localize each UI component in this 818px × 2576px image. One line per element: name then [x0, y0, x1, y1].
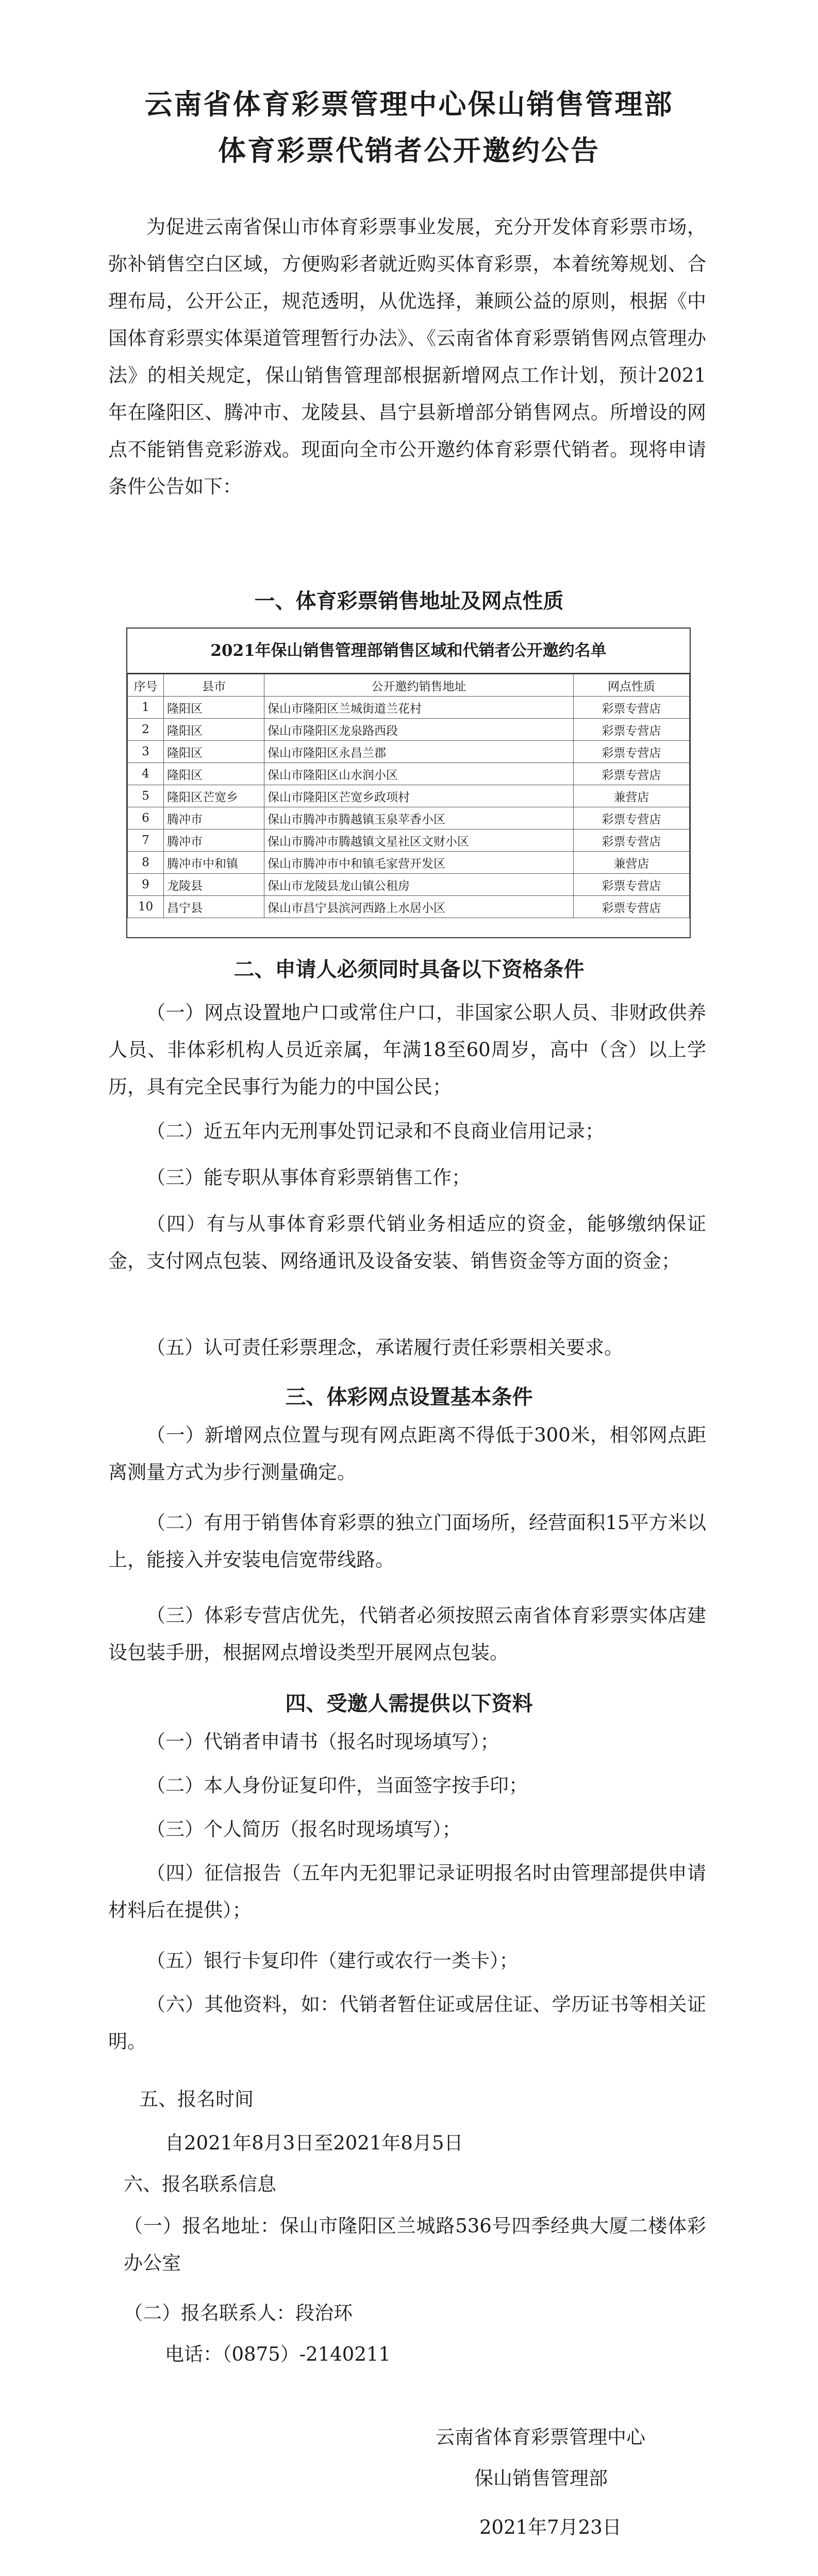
table-row [128, 807, 690, 829]
section3-item-2: （二）有用于销售体育彩票的独立门面场所，经营面积15平方米以上，能接入并安装电信宽带线路。 [108, 1512, 706, 1571]
header-type: 网点性质 [574, 674, 690, 697]
cell-address: 保山市隆阳区兰城街道兰花村 [264, 697, 574, 719]
cell-index: 8 [128, 852, 164, 874]
cell-type: 彩票专营店 [574, 741, 690, 763]
cell-county: 腾冲市 [164, 807, 264, 829]
cell-index: 2 [128, 719, 164, 741]
cell-county: 腾冲市中和镇 [164, 852, 264, 874]
cell-county: 隆阳区 [164, 719, 264, 741]
cell-type: 彩票专营店 [574, 807, 690, 829]
table-row [128, 896, 690, 918]
table-row [128, 763, 690, 785]
table-row [128, 785, 690, 807]
cell-type: 彩票专营店 [574, 829, 690, 852]
cell-address: 保山市隆阳区永昌兰郡 [264, 741, 574, 763]
cell-county: 昌宁县 [164, 896, 264, 918]
outlet-table [126, 628, 691, 938]
section4-item-1: （一）代销者申请书（报名时现场填写）； [146, 1731, 499, 1753]
section2-item-5: （五）认可责任彩票理念，承诺履行责任彩票相关要求。 [146, 1336, 623, 1359]
section6-heading: 六、报名联系信息 [124, 2173, 276, 2195]
section3-item-1: （一）新增网点位置与现有网点距离不得低于300米，相邻网点距离测量方式为步行测量确定。 [108, 1424, 706, 1483]
section2-heading: 二、申请人必须同时具备以下资格条件 [233, 958, 585, 981]
cell-address: 保山市腾冲市中和镇毛家营开发区 [264, 852, 574, 874]
table-title: 2021年保山销售管理部销售区域和代销者公开邀约名单 [127, 629, 690, 674]
section3-item-3: （三）体彩专营店优先，代销者必须按照云南省体育彩票实体店建设包装手册，根据网点增设类型开展网点包装。 [108, 1604, 706, 1664]
table-row [128, 829, 690, 852]
section1-heading: 一、体育彩票销售地址及网点性质 [254, 589, 564, 613]
table-row [128, 852, 690, 874]
section4-heading: 四、受邀人需提供以下资料 [285, 1692, 533, 1716]
header-address: 公开邀约销售地址 [264, 674, 574, 697]
cell-county: 隆阳区 [164, 741, 264, 763]
cell-index: 3 [128, 741, 164, 763]
section4-item-2: （二）本人身份证复印件，当面签字按手印； [146, 1774, 528, 1797]
cell-type: 彩票专营店 [574, 697, 690, 719]
cell-address: 保山市隆阳区山水润小区 [264, 763, 574, 785]
table-header-row [128, 674, 690, 697]
cell-address: 保山市隆阳区芒宽乡政项村 [264, 785, 574, 807]
cell-type: 彩票专营店 [574, 763, 690, 785]
section4-item-5: （五）银行卡复印件（建行或农行一类卡）； [146, 1950, 519, 1972]
section2-item-4: （四）有与从事体育彩票代销业务相适应的资金，能够缴纳保证金，支付网点包装、网络通讯及设备安装、销售资金等方面的资金； [108, 1213, 706, 1272]
section6-address: （一）报名地址：保山市隆阳区兰城路536号四季经典大厦二楼体彩办公室 [124, 2215, 706, 2274]
cell-address: 保山市昌宁县滨河西路上水居小区 [264, 896, 574, 918]
section4-item-6: （六）其他资料，如：代销者暂住证或居住证、学历证书等相关证明。 [108, 1993, 706, 2053]
header-index: 序号 [128, 674, 164, 697]
section6-phone: 电话：（0875）-2140211 [165, 2343, 391, 2365]
cell-county: 龙陵县 [164, 874, 264, 896]
cell-index: 7 [128, 829, 164, 852]
cell-index: 9 [128, 874, 164, 896]
section5-text: 自2021年8月3日至2021年8月5日 [165, 2132, 463, 2154]
section5-heading: 五、报名时间 [139, 2088, 254, 2110]
cell-address: 保山市龙陵县龙山镇公租房 [264, 874, 574, 896]
table-row [128, 874, 690, 896]
section3-heading: 三、体彩网点设置基本条件 [285, 1385, 533, 1409]
intro-paragraph: 为促进云南省保山市体育彩票事业发展，充分开发体育彩票市场，弥补销售空白区域，方便购彩者就近购买体育彩票，本着统筹规划、合理布局，公开公正，规范透明，从优选择，兼顾公益的原则，根据《中国体育彩票实体渠道管理暂行办法》、《云南省体育彩票销售网点管理办法》的相关规定，保山销售管理部根据新增网点工作计划，预计2021年在隆阳区、腾冲市、龙陵县、昌宁县新增部分销售网点。所增设的网点不能销售竞彩游戏。现面向全市公开邀约体育彩票代销者。现将申请条件公告如下： [108, 216, 706, 498]
cell-county: 隆阳区 [164, 763, 264, 785]
cell-type: 兼营店 [574, 785, 690, 807]
section2-item-1: （一）网点设置地户口或常住户口，非国家公职人员、非财政供养人员、非体彩机构人员近亲属，年满18至60周岁，高中（含）以上学历，具有完全民事行为能力的中国公民； [108, 1002, 706, 1098]
cell-type: 兼营店 [574, 852, 690, 874]
title-line-2: 体育彩票代销者公开邀约公告 [218, 134, 600, 167]
cell-county: 隆阳区芒宽乡 [164, 785, 264, 807]
cell-address: 保山市腾冲市腾越镇玉泉苹香小区 [264, 807, 574, 829]
section4-item-3: （三）个人简历（报名时现场填写）； [146, 1818, 461, 1840]
table-row [128, 719, 690, 741]
cell-index: 6 [128, 807, 164, 829]
table-row [128, 741, 690, 763]
outlet-table-grid [127, 674, 690, 918]
cell-address: 保山市隆阳区龙泉路西段 [264, 719, 574, 741]
table-row [128, 697, 690, 719]
cell-type: 彩票专营店 [574, 896, 690, 918]
section6-contact: （二）报名联系人：段治环 [124, 2302, 353, 2324]
section4-item-4: （四）征信报告（五年内无犯罪记录证明报名时由管理部提供申请材料后在提供）； [108, 1862, 706, 1921]
cell-index: 1 [128, 697, 164, 719]
title-line-1: 云南省体育彩票管理中心保山销售管理部 [144, 88, 674, 121]
cell-index: 5 [128, 785, 164, 807]
section2-item-3: （三）能专职从事体育彩票销售工作； [146, 1166, 471, 1189]
cell-index: 4 [128, 763, 164, 785]
cell-type: 彩票专营店 [574, 719, 690, 741]
cell-county: 腾冲市 [164, 829, 264, 852]
cell-index: 10 [128, 896, 164, 918]
section2-item-2: （二）近五年内无刑事处罚记录和不良商业信用记录； [146, 1120, 604, 1142]
header-county: 县市 [164, 674, 264, 697]
signature-org-1: 云南省体育彩票管理中心 [436, 2426, 645, 2448]
cell-address: 保山市腾冲市腾越镇文星社区文财小区 [264, 829, 574, 852]
cell-county: 隆阳区 [164, 697, 264, 719]
cell-type: 彩票专营店 [574, 874, 690, 896]
signature-org-2: 保山销售管理部 [474, 2467, 608, 2489]
signature-date: 2021年7月23日 [479, 2516, 622, 2538]
